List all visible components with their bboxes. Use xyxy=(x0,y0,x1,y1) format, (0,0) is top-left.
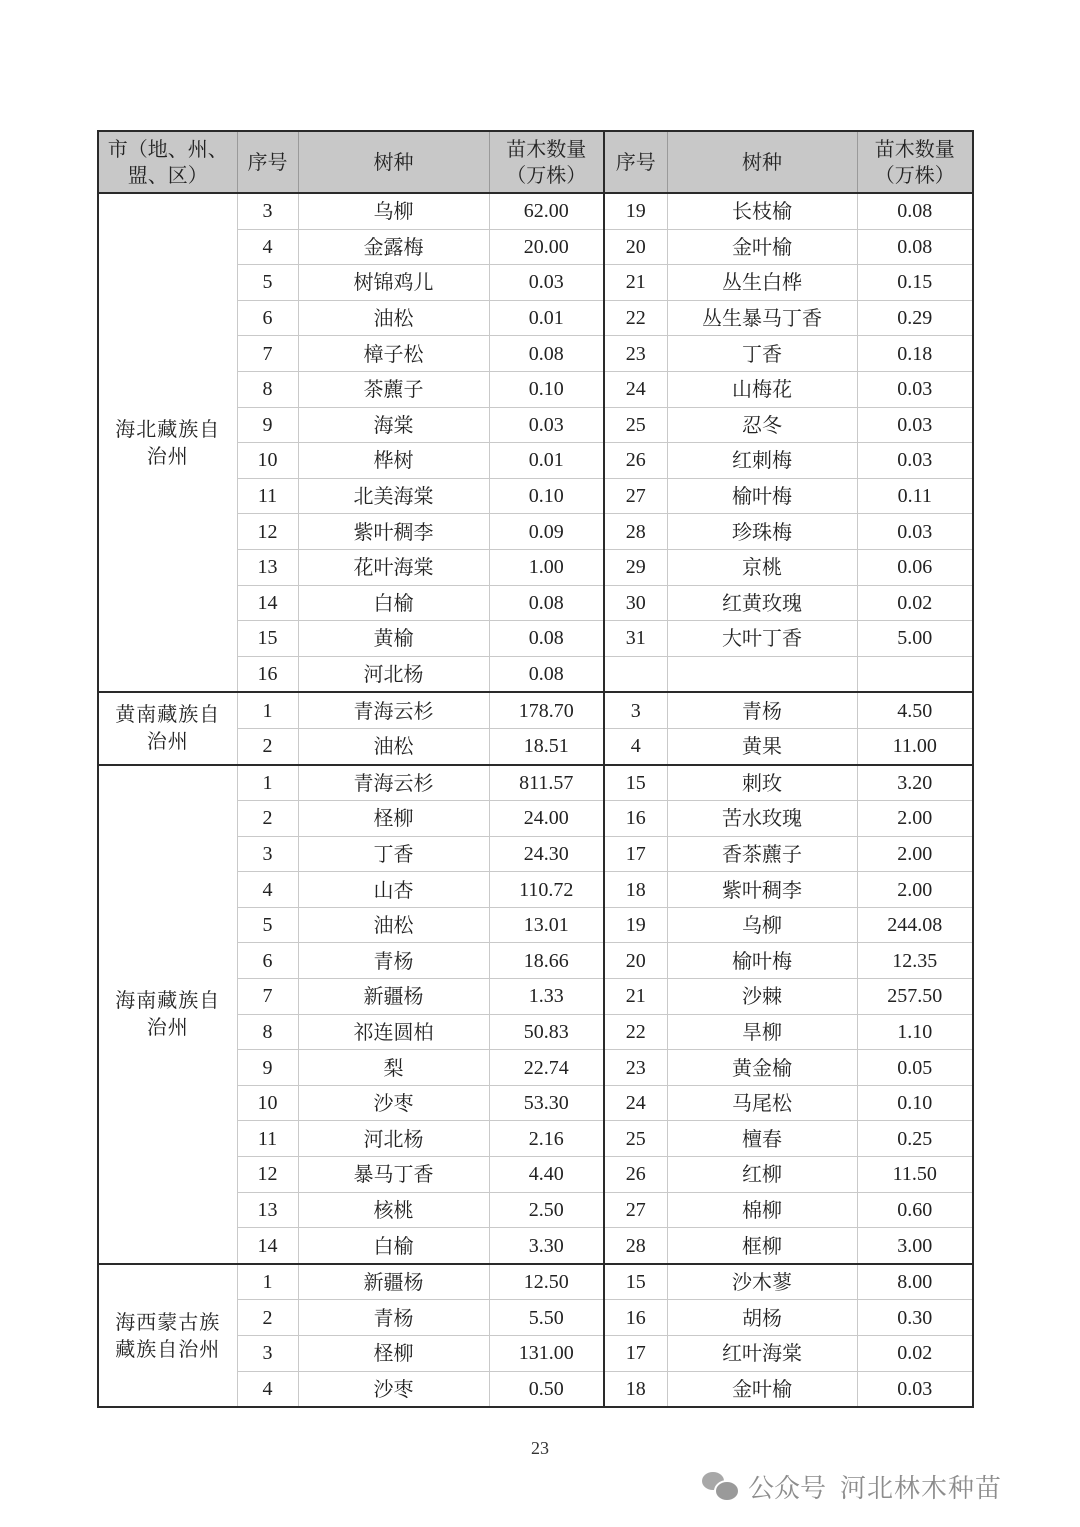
table-row xyxy=(98,692,973,728)
seq-cell-left: 10 xyxy=(237,1085,298,1121)
seq-cell-left: 11 xyxy=(237,1121,298,1157)
quantity-cell-left: 18.51 xyxy=(489,728,604,764)
quantity-cell-right: 2.00 xyxy=(857,872,973,908)
quantity-cell-left: 20.00 xyxy=(489,229,604,265)
seq-cell-right: 24 xyxy=(604,1085,667,1121)
species-cell-left: 核桃 xyxy=(298,1192,489,1228)
seq-cell-right: 25 xyxy=(604,1121,667,1157)
seq-cell-left: 1 xyxy=(237,765,298,801)
species-cell-left: 树锦鸡儿 xyxy=(298,265,489,301)
quantity-cell-left: 0.03 xyxy=(489,407,604,443)
quantity-cell-right: 244.08 xyxy=(857,907,973,943)
species-cell-right: 马尾松 xyxy=(667,1085,857,1121)
region-cell: 黄南藏族自治州 xyxy=(98,692,237,764)
species-cell-right: 珍珠梅 xyxy=(667,514,857,550)
quantity-cell-left: 0.09 xyxy=(489,514,604,550)
table-header-row xyxy=(98,131,973,193)
seq-cell-right: 18 xyxy=(604,872,667,908)
species-cell-right xyxy=(667,656,857,692)
quantity-cell-left: 1.33 xyxy=(489,979,604,1015)
region-cell: 海西蒙古族藏族自治州 xyxy=(98,1264,237,1407)
seq-cell-left: 3 xyxy=(237,193,298,229)
quantity-cell-left: 0.08 xyxy=(489,621,604,657)
header-seq-left: 序号 xyxy=(237,131,298,193)
header-seq-right: 序号 xyxy=(604,131,667,193)
quantity-cell-left: 13.01 xyxy=(489,907,604,943)
species-cell-left: 青杨 xyxy=(298,1300,489,1336)
table-row xyxy=(98,1264,973,1300)
species-cell-right: 青杨 xyxy=(667,692,857,728)
species-cell-right: 金叶榆 xyxy=(667,229,857,265)
seq-cell-right: 15 xyxy=(604,1264,667,1300)
quantity-cell-right: 0.02 xyxy=(857,585,973,621)
species-cell-left: 油松 xyxy=(298,300,489,336)
table-row xyxy=(98,765,973,801)
quantity-cell-right: 0.02 xyxy=(857,1336,973,1372)
quantity-cell-right: 0.03 xyxy=(857,1371,973,1407)
quantity-cell-left: 0.08 xyxy=(489,336,604,372)
seedling-table xyxy=(97,130,974,1408)
species-cell-right: 榆叶梅 xyxy=(667,943,857,979)
species-cell-right: 丁香 xyxy=(667,336,857,372)
header-quantity-left: 苗木数量（万株） xyxy=(489,131,604,193)
quantity-cell-right: 0.60 xyxy=(857,1192,973,1228)
header-region: 市（地、州、盟、区） xyxy=(98,131,237,193)
quantity-cell-left: 3.30 xyxy=(489,1228,604,1264)
seq-cell-right: 31 xyxy=(604,621,667,657)
quantity-cell-right: 5.00 xyxy=(857,621,973,657)
seq-cell-right: 21 xyxy=(604,265,667,301)
seq-cell-left: 2 xyxy=(237,728,298,764)
species-cell-right: 乌柳 xyxy=(667,907,857,943)
seq-cell-left: 7 xyxy=(237,336,298,372)
quantity-cell-left: 0.50 xyxy=(489,1371,604,1407)
species-cell-left: 白榆 xyxy=(298,585,489,621)
seq-cell-left: 15 xyxy=(237,621,298,657)
quantity-cell-right: 3.00 xyxy=(857,1228,973,1264)
quantity-cell-right: 2.00 xyxy=(857,801,973,837)
quantity-cell-left: 0.10 xyxy=(489,478,604,514)
quantity-cell-left: 2.50 xyxy=(489,1192,604,1228)
seq-cell-right: 15 xyxy=(604,765,667,801)
quantity-cell-right: 257.50 xyxy=(857,979,973,1015)
quantity-cell-left: 24.00 xyxy=(489,801,604,837)
seq-cell-left: 11 xyxy=(237,478,298,514)
quantity-cell-right: 11.50 xyxy=(857,1157,973,1193)
quantity-cell-left: 62.00 xyxy=(489,193,604,229)
species-cell-left: 金露梅 xyxy=(298,229,489,265)
species-cell-left: 桦树 xyxy=(298,443,489,479)
quantity-cell-left: 811.57 xyxy=(489,765,604,801)
quantity-cell-right: 0.05 xyxy=(857,1050,973,1086)
quantity-cell-right: 0.03 xyxy=(857,407,973,443)
seq-cell-left: 9 xyxy=(237,1050,298,1086)
quantity-cell-right xyxy=(857,656,973,692)
quantity-cell-right: 0.18 xyxy=(857,336,973,372)
seq-cell-right: 26 xyxy=(604,1157,667,1193)
seq-cell-right: 28 xyxy=(604,514,667,550)
species-cell-left: 河北杨 xyxy=(298,656,489,692)
seq-cell-right: 23 xyxy=(604,1050,667,1086)
species-cell-right: 山梅花 xyxy=(667,371,857,407)
quantity-cell-right: 0.11 xyxy=(857,478,973,514)
quantity-cell-left: 18.66 xyxy=(489,943,604,979)
seq-cell-right: 25 xyxy=(604,407,667,443)
species-cell-right: 黄果 xyxy=(667,728,857,764)
seq-cell-right: 20 xyxy=(604,943,667,979)
seq-cell-right: 28 xyxy=(604,1228,667,1264)
seq-cell-left: 1 xyxy=(237,692,298,728)
species-cell-right: 苦水玫瑰 xyxy=(667,801,857,837)
species-cell-right: 香茶藨子 xyxy=(667,836,857,872)
table-body xyxy=(98,193,973,1407)
page-number: 23 xyxy=(531,1438,549,1458)
species-cell-right: 沙木蓼 xyxy=(667,1264,857,1300)
species-cell-right: 丛生暴马丁香 xyxy=(667,300,857,336)
seq-cell-right: 29 xyxy=(604,549,667,585)
species-cell-left: 祁连圆柏 xyxy=(298,1014,489,1050)
watermark-label: 公众号 xyxy=(748,1473,827,1504)
species-cell-right: 胡杨 xyxy=(667,1300,857,1336)
seq-cell-right: 19 xyxy=(604,907,667,943)
species-cell-right: 红刺梅 xyxy=(667,443,857,479)
seq-cell-left: 3 xyxy=(237,1336,298,1372)
table-row xyxy=(98,193,973,229)
seq-cell-right: 21 xyxy=(604,979,667,1015)
seq-cell-right: 3 xyxy=(604,692,667,728)
seq-cell-left: 10 xyxy=(237,443,298,479)
seq-cell-left: 6 xyxy=(237,300,298,336)
quantity-cell-right: 0.03 xyxy=(857,443,973,479)
species-cell-left: 油松 xyxy=(298,728,489,764)
species-cell-left: 河北杨 xyxy=(298,1121,489,1157)
species-cell-left: 沙枣 xyxy=(298,1371,489,1407)
species-cell-right: 刺玫 xyxy=(667,765,857,801)
seq-cell-left: 4 xyxy=(237,872,298,908)
quantity-cell-right: 4.50 xyxy=(857,692,973,728)
header-quantity-right: 苗木数量（万株） xyxy=(857,131,973,193)
species-cell-right: 金叶榆 xyxy=(667,1371,857,1407)
seq-cell-right: 20 xyxy=(604,229,667,265)
seq-cell-right: 27 xyxy=(604,478,667,514)
seq-cell-right: 22 xyxy=(604,1014,667,1050)
quantity-cell-left: 5.50 xyxy=(489,1300,604,1336)
quantity-cell-left: 1.00 xyxy=(489,549,604,585)
species-cell-right: 红柳 xyxy=(667,1157,857,1193)
quantity-cell-right: 8.00 xyxy=(857,1264,973,1300)
species-cell-right: 丛生白桦 xyxy=(667,265,857,301)
quantity-cell-left: 0.10 xyxy=(489,371,604,407)
species-cell-left: 梨 xyxy=(298,1050,489,1086)
seq-cell-right: 19 xyxy=(604,193,667,229)
species-cell-left: 丁香 xyxy=(298,836,489,872)
species-cell-left: 北美海棠 xyxy=(298,478,489,514)
seq-cell-left: 9 xyxy=(237,407,298,443)
seq-cell-right: 16 xyxy=(604,1300,667,1336)
species-cell-left: 黄榆 xyxy=(298,621,489,657)
species-cell-left: 新疆杨 xyxy=(298,979,489,1015)
seq-cell-left: 7 xyxy=(237,979,298,1015)
seq-cell-left: 2 xyxy=(237,801,298,837)
species-cell-right: 框柳 xyxy=(667,1228,857,1264)
species-cell-left: 油松 xyxy=(298,907,489,943)
seq-cell-left: 3 xyxy=(237,836,298,872)
quantity-cell-right: 0.29 xyxy=(857,300,973,336)
quantity-cell-right: 0.03 xyxy=(857,371,973,407)
watermark-account: 河北林木种苗 xyxy=(840,1473,1003,1504)
quantity-cell-left: 131.00 xyxy=(489,1336,604,1372)
species-cell-left: 柽柳 xyxy=(298,1336,489,1372)
seq-cell-left: 16 xyxy=(237,656,298,692)
species-cell-left: 紫叶稠李 xyxy=(298,514,489,550)
quantity-cell-left: 2.16 xyxy=(489,1121,604,1157)
seq-cell-right: 24 xyxy=(604,371,667,407)
species-cell-left: 山杏 xyxy=(298,872,489,908)
header-species-left: 树种 xyxy=(298,131,489,193)
species-cell-left: 青海云杉 xyxy=(298,765,489,801)
species-cell-left: 沙枣 xyxy=(298,1085,489,1121)
seq-cell-left: 1 xyxy=(237,1264,298,1300)
seq-cell-right: 26 xyxy=(604,443,667,479)
species-cell-left: 海棠 xyxy=(298,407,489,443)
seq-cell-left: 2 xyxy=(237,1300,298,1336)
quantity-cell-right: 0.15 xyxy=(857,265,973,301)
species-cell-right: 黄金榆 xyxy=(667,1050,857,1086)
species-cell-right: 大叶丁香 xyxy=(667,621,857,657)
watermark xyxy=(700,1466,1002,1506)
wechat-icon xyxy=(700,1470,740,1502)
seq-cell-right: 22 xyxy=(604,300,667,336)
species-cell-left: 花叶海棠 xyxy=(298,549,489,585)
seq-cell-left: 4 xyxy=(237,1371,298,1407)
seq-cell-left: 14 xyxy=(237,1228,298,1264)
species-cell-right: 红黄玫瑰 xyxy=(667,585,857,621)
quantity-cell-left: 53.30 xyxy=(489,1085,604,1121)
quantity-cell-left: 0.08 xyxy=(489,585,604,621)
species-cell-right: 旱柳 xyxy=(667,1014,857,1050)
seq-cell-right: 17 xyxy=(604,836,667,872)
seq-cell-right: 30 xyxy=(604,585,667,621)
quantity-cell-right: 12.35 xyxy=(857,943,973,979)
species-cell-right: 棉柳 xyxy=(667,1192,857,1228)
species-cell-left: 白榆 xyxy=(298,1228,489,1264)
species-cell-left: 柽柳 xyxy=(298,801,489,837)
species-cell-left: 乌柳 xyxy=(298,193,489,229)
species-cell-right: 长枝榆 xyxy=(667,193,857,229)
quantity-cell-right: 0.03 xyxy=(857,514,973,550)
seq-cell-left: 6 xyxy=(237,943,298,979)
species-cell-left: 樟子松 xyxy=(298,336,489,372)
seq-cell-right: 27 xyxy=(604,1192,667,1228)
seq-cell-left: 8 xyxy=(237,371,298,407)
quantity-cell-left: 22.74 xyxy=(489,1050,604,1086)
species-cell-right: 檀春 xyxy=(667,1121,857,1157)
seq-cell-right: 4 xyxy=(604,728,667,764)
species-cell-left: 暴马丁香 xyxy=(298,1157,489,1193)
header-species-right: 树种 xyxy=(667,131,857,193)
seq-cell-left: 13 xyxy=(237,1192,298,1228)
region-cell: 海南藏族自治州 xyxy=(98,765,237,1264)
species-cell-right: 紫叶稠李 xyxy=(667,872,857,908)
seq-cell-left: 12 xyxy=(237,1157,298,1193)
quantity-cell-left: 50.83 xyxy=(489,1014,604,1050)
seq-cell-right: 18 xyxy=(604,1371,667,1407)
quantity-cell-left: 24.30 xyxy=(489,836,604,872)
species-cell-right: 沙棘 xyxy=(667,979,857,1015)
quantity-cell-left: 4.40 xyxy=(489,1157,604,1193)
quantity-cell-right: 0.08 xyxy=(857,193,973,229)
species-cell-right: 京桃 xyxy=(667,549,857,585)
seq-cell-left: 5 xyxy=(237,265,298,301)
quantity-cell-right: 0.08 xyxy=(857,229,973,265)
seq-cell-left: 13 xyxy=(237,549,298,585)
quantity-cell-right: 11.00 xyxy=(857,728,973,764)
species-cell-right: 忍冬 xyxy=(667,407,857,443)
seq-cell-right: 23 xyxy=(604,336,667,372)
seq-cell-left: 4 xyxy=(237,229,298,265)
seq-cell-right: 17 xyxy=(604,1336,667,1372)
species-cell-left: 新疆杨 xyxy=(298,1264,489,1300)
quantity-cell-left: 0.08 xyxy=(489,656,604,692)
seq-cell-left: 8 xyxy=(237,1014,298,1050)
quantity-cell-right: 2.00 xyxy=(857,836,973,872)
species-cell-right: 红叶海棠 xyxy=(667,1336,857,1372)
quantity-cell-left: 0.01 xyxy=(489,300,604,336)
quantity-cell-right: 0.06 xyxy=(857,549,973,585)
quantity-cell-left: 0.03 xyxy=(489,265,604,301)
quantity-cell-right: 3.20 xyxy=(857,765,973,801)
seq-cell-left: 12 xyxy=(237,514,298,550)
species-cell-left: 茶藨子 xyxy=(298,371,489,407)
quantity-cell-left: 0.01 xyxy=(489,443,604,479)
seq-cell-right: 16 xyxy=(604,801,667,837)
seq-cell-left: 14 xyxy=(237,585,298,621)
seq-cell-right xyxy=(604,656,667,692)
species-cell-left: 青杨 xyxy=(298,943,489,979)
seq-cell-left: 5 xyxy=(237,907,298,943)
quantity-cell-left: 110.72 xyxy=(489,872,604,908)
quantity-cell-right: 1.10 xyxy=(857,1014,973,1050)
quantity-cell-right: 0.25 xyxy=(857,1121,973,1157)
species-cell-right: 榆叶梅 xyxy=(667,478,857,514)
quantity-cell-right: 0.10 xyxy=(857,1085,973,1121)
region-cell: 海北藏族自治州 xyxy=(98,193,237,692)
quantity-cell-right: 0.30 xyxy=(857,1300,973,1336)
quantity-cell-left: 12.50 xyxy=(489,1264,604,1300)
quantity-cell-left: 178.70 xyxy=(489,692,604,728)
species-cell-left: 青海云杉 xyxy=(298,692,489,728)
